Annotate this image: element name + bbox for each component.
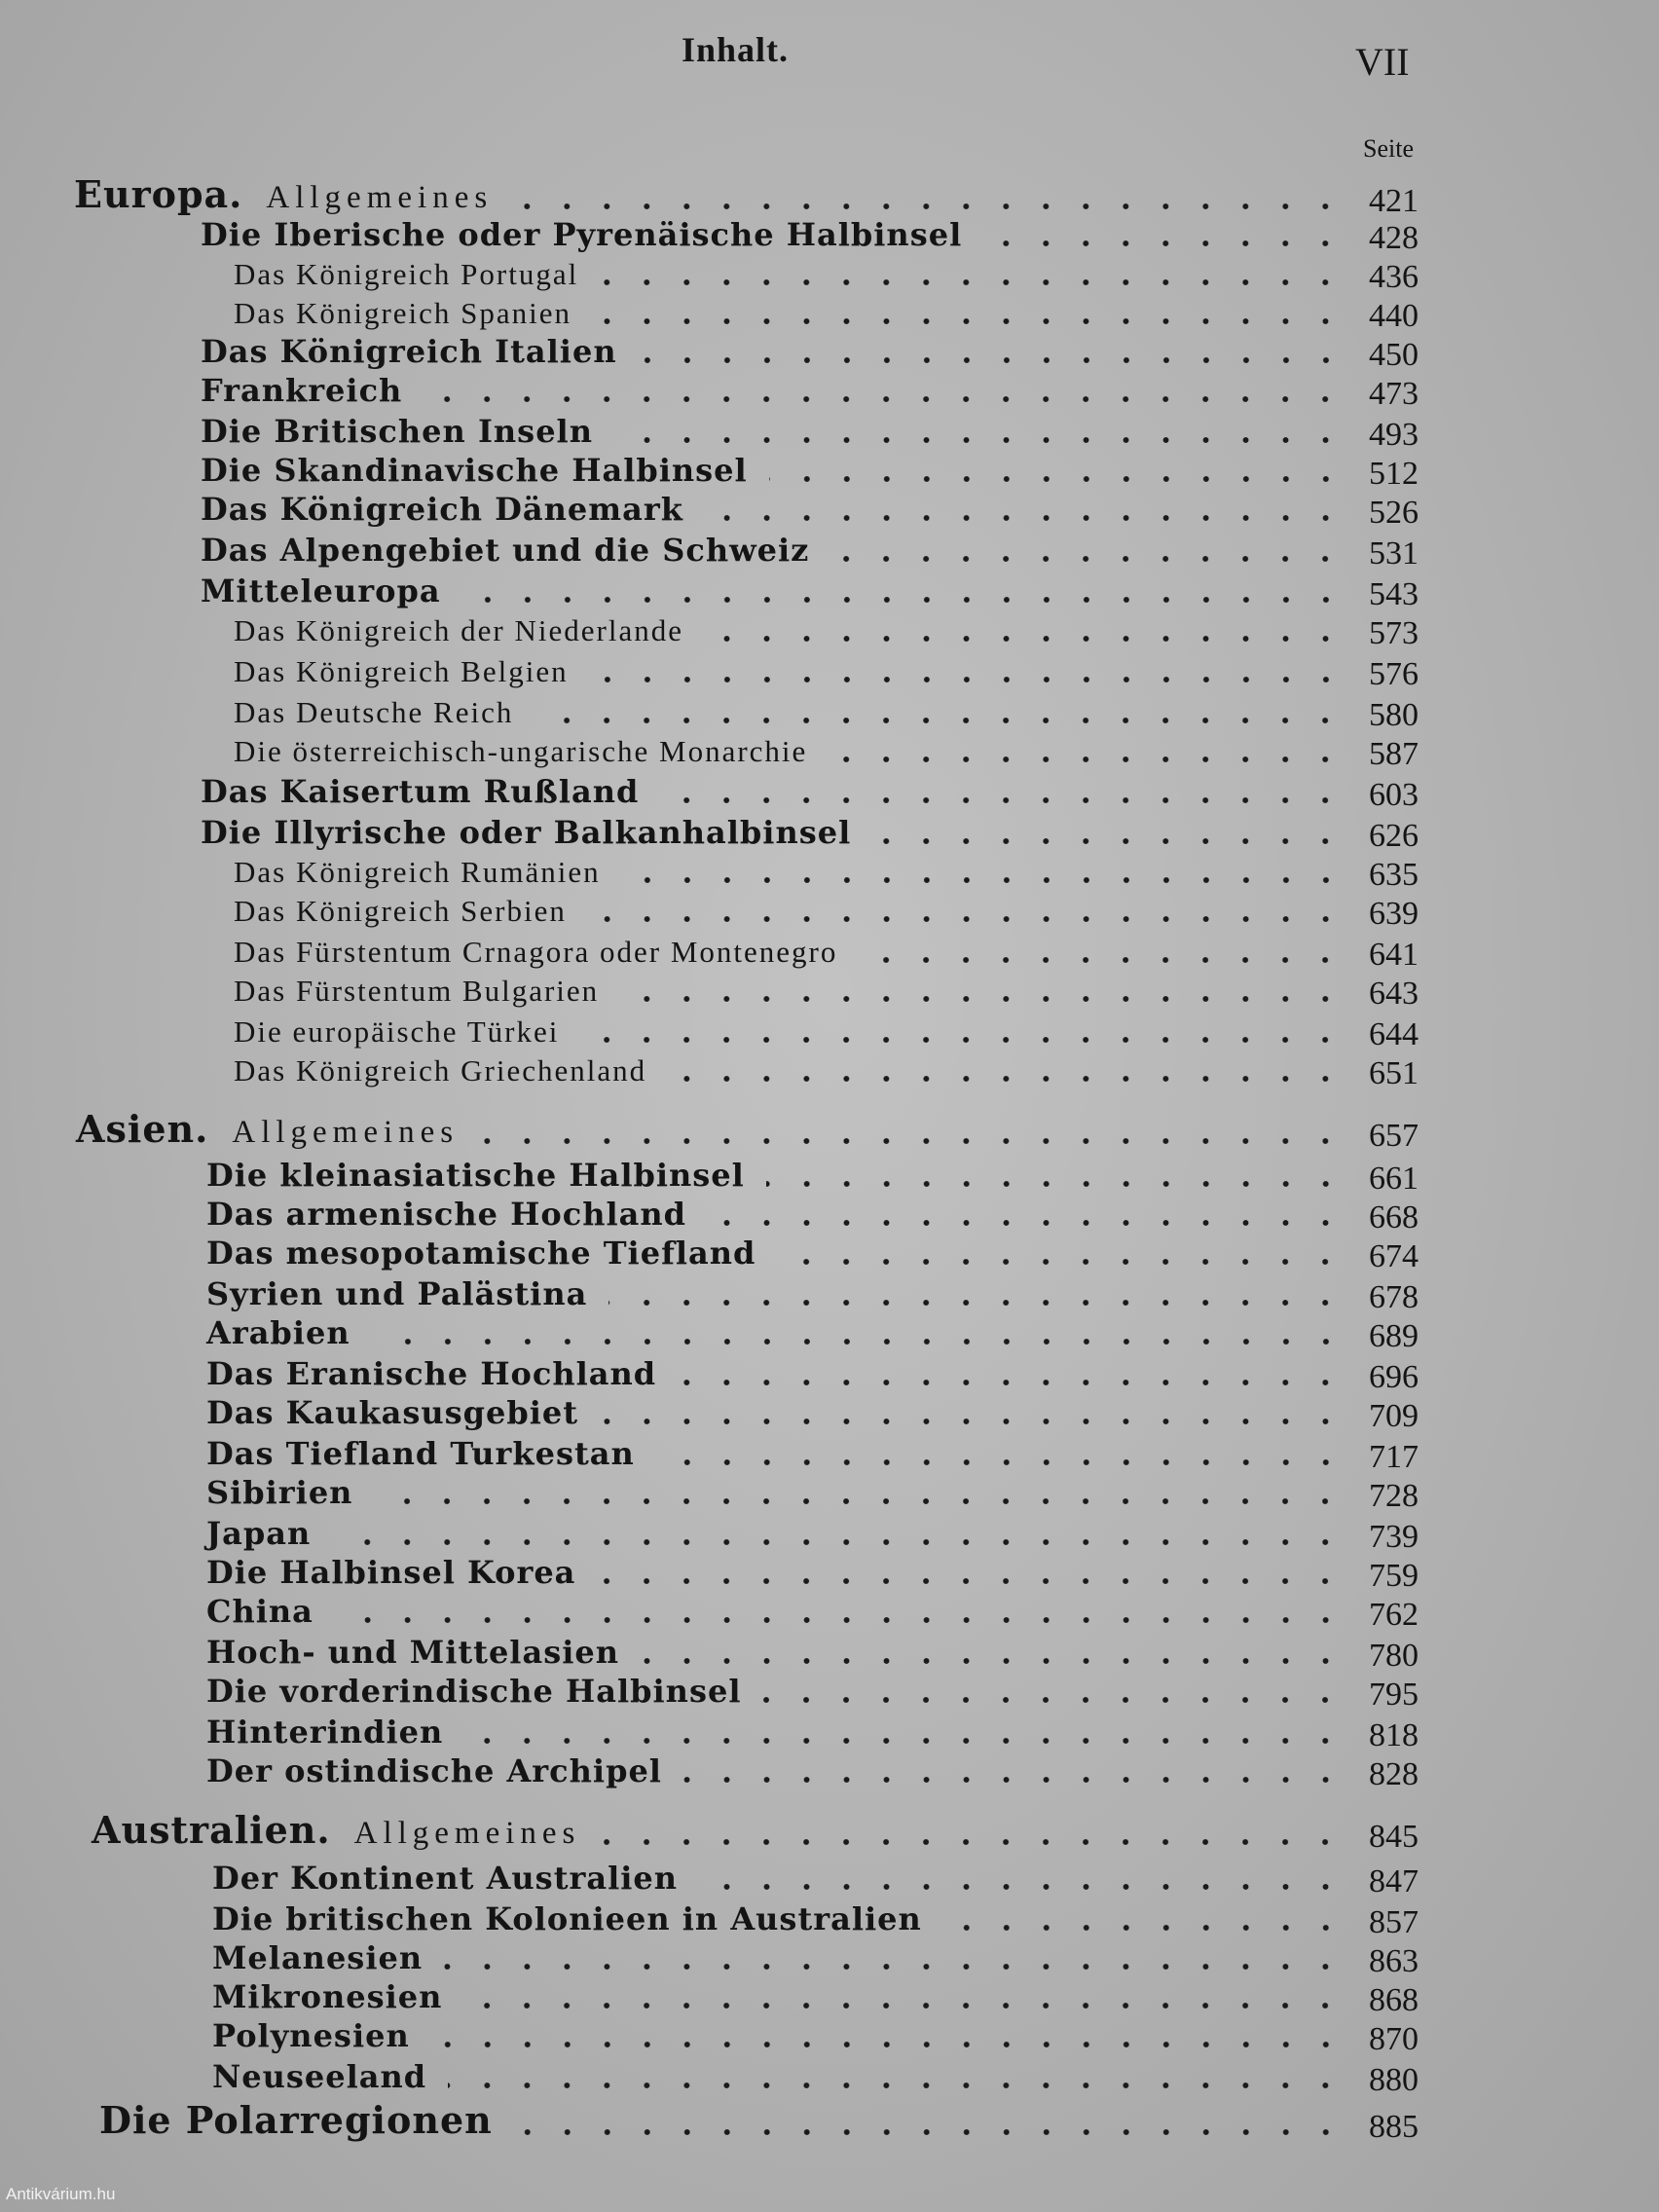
page-number: 668: [1369, 1199, 1419, 1235]
entry-title: Das Königreich Rumänien: [234, 855, 601, 889]
entry-title: Die österreichisch-ungarische Monarchie: [234, 734, 808, 768]
dot-leader: [480, 1137, 1346, 1145]
dot-leader: [830, 555, 1346, 563]
page-number: 493: [1369, 417, 1419, 453]
toc-entry: [0, 814, 1659, 857]
dot-leader: [622, 876, 1346, 884]
entry-title: China: [206, 1593, 313, 1630]
entry-title: Die vorderindische Halbinsel: [206, 1673, 742, 1710]
toc-entry: [0, 1714, 1659, 1756]
entry-title: Die Illyrische oder Balkanhalbinsel: [201, 814, 852, 851]
toc-entry: [0, 333, 1659, 376]
page-number: 526: [1369, 495, 1419, 531]
page-number: 828: [1369, 1756, 1419, 1792]
page-number: 863: [1369, 1943, 1419, 1979]
dot-leader: [431, 2041, 1346, 2048]
entry-title: Hinterindien: [206, 1714, 444, 1751]
page-number: 795: [1369, 1677, 1419, 1713]
section-heading: [0, 1808, 1659, 1858]
entry-title: Das Alpengebiet und die Schweiz: [201, 532, 810, 569]
dot-leader: [656, 1458, 1346, 1466]
toc-entry: [0, 532, 1659, 574]
toc-entry: [0, 857, 1659, 896]
page-number: 880: [1369, 2062, 1419, 2098]
page-number: 678: [1369, 1279, 1419, 1315]
dot-leader: [766, 1180, 1346, 1188]
page-number: 641: [1369, 937, 1419, 973]
entry-title: Das Kaukasusgebiet: [206, 1394, 579, 1431]
entry-title: Die Halbinsel Korea: [206, 1554, 576, 1591]
page-number: 762: [1369, 1597, 1419, 1633]
dot-leader: [859, 956, 1346, 964]
toc-entry: [0, 1593, 1659, 1636]
page-number: 473: [1369, 376, 1419, 412]
dot-leader: [641, 1657, 1346, 1665]
dot-leader: [983, 240, 1346, 247]
section-general: Allgemeines: [266, 180, 494, 215]
toc-entry: [0, 216, 1659, 259]
toc-entry: [0, 615, 1659, 654]
page-number: 450: [1369, 337, 1419, 373]
dot-leader: [708, 1219, 1346, 1227]
dot-leader: [590, 676, 1346, 683]
page-number: 643: [1369, 976, 1419, 1012]
page-number: 651: [1369, 1055, 1419, 1091]
dot-leader: [872, 837, 1346, 845]
toc-entry: [0, 298, 1659, 337]
section-title: Australien.: [92, 1808, 331, 1852]
toc-entry: [0, 1673, 1659, 1715]
dot-leader: [639, 356, 1346, 364]
entry-title: Das Königreich Dänemark: [201, 491, 683, 528]
entry-title: Das Tiefland Turkestan: [206, 1435, 635, 1472]
toc-entry: [0, 656, 1659, 695]
toc-entry: [0, 1314, 1659, 1357]
page-number: 870: [1369, 2021, 1419, 2057]
toc-entry: [0, 2058, 1659, 2101]
dot-leader: [829, 756, 1346, 763]
section-title: Die Polarregionen: [99, 2098, 493, 2142]
entry-title: Hoch- und Mittelasien: [206, 1634, 619, 1671]
page-number: 639: [1369, 896, 1419, 932]
dot-leader: [374, 1497, 1346, 1505]
toc-entry: [0, 1474, 1659, 1517]
toc-entry: [0, 1394, 1659, 1437]
page-folio: VII: [1355, 40, 1410, 84]
page-number: 759: [1369, 1558, 1419, 1594]
toc-entry: [0, 976, 1659, 1014]
entry-title: Das Fürstentum Crnagora oder Montenegro: [234, 935, 838, 969]
page-number: 644: [1369, 1016, 1419, 1052]
entry-title: Sibirien: [206, 1474, 353, 1511]
page-number: 780: [1369, 1638, 1419, 1674]
dot-leader: [600, 1418, 1346, 1425]
dot-leader: [424, 395, 1346, 403]
page-number: 428: [1369, 220, 1419, 256]
page-number: 717: [1369, 1439, 1419, 1475]
entry-title: Arabien: [206, 1314, 350, 1351]
dot-leader: [332, 1538, 1346, 1546]
dot-leader: [514, 203, 1346, 210]
toc-entry: [0, 1157, 1659, 1199]
entry-title: Japan: [206, 1515, 312, 1552]
dot-leader: [335, 1616, 1346, 1624]
page-number: 543: [1369, 576, 1419, 612]
entry-title: Das Königreich Serbien: [234, 894, 567, 928]
page-number: 440: [1369, 298, 1419, 334]
dot-leader: [444, 1963, 1346, 1971]
dot-leader: [769, 475, 1346, 483]
page-number: 436: [1369, 259, 1419, 295]
entry-title: Das mesopotamische Tiefland: [206, 1235, 756, 1272]
toc-entry: [0, 1435, 1659, 1478]
page-number: 868: [1369, 1982, 1419, 2018]
toc-entry: [0, 259, 1659, 298]
page-number: 603: [1369, 777, 1419, 813]
page-number: 696: [1369, 1359, 1419, 1395]
entry-title: Das Königreich der Niederlande: [234, 613, 683, 647]
entry-title: Die britischen Kolonieen in Australien: [212, 1900, 922, 1937]
toc-entry: [0, 1554, 1659, 1597]
dot-leader: [602, 1838, 1346, 1846]
dot-leader: [762, 1696, 1346, 1704]
dot-leader: [514, 2128, 1346, 2136]
dot-leader: [600, 278, 1346, 286]
section-heading: [0, 2098, 1659, 2148]
toc-entry: [0, 572, 1659, 615]
entry-title: Syrien und Palästina: [206, 1275, 588, 1312]
page-number: 818: [1369, 1717, 1419, 1753]
page-number: 573: [1369, 615, 1419, 651]
entry-title: Das armenische Hochland: [206, 1196, 686, 1233]
toc-entry: [0, 491, 1659, 534]
page-number: 661: [1369, 1161, 1419, 1197]
page-number: 657: [1369, 1118, 1419, 1154]
watermark: Antikvárium.hu: [6, 2185, 116, 2203]
page-number: 709: [1369, 1398, 1419, 1434]
dot-leader: [620, 995, 1346, 1003]
page-number: 580: [1369, 697, 1419, 733]
dot-leader: [372, 1338, 1346, 1346]
page-number: 674: [1369, 1238, 1419, 1274]
page-number: 739: [1369, 1519, 1419, 1555]
dot-leader: [705, 514, 1346, 522]
dot-leader: [463, 2002, 1346, 2009]
entry-title: Die europäische Türkei: [234, 1014, 560, 1049]
entry-title: Neuseeland: [212, 2058, 427, 2095]
toc-entry: [0, 372, 1659, 415]
toc-entry: [0, 2017, 1659, 2060]
section-title: Asien.: [76, 1107, 209, 1151]
page-number: 689: [1369, 1318, 1419, 1354]
toc-entry: [0, 1016, 1659, 1055]
toc-entry: [0, 1900, 1659, 1943]
page-number: 885: [1369, 2109, 1419, 2145]
page-column-label: Seite: [1363, 134, 1414, 163]
toc-entry: [0, 1752, 1659, 1795]
entry-title: Die Skandinavische Halbinsel: [201, 452, 748, 489]
entry-title: Das Fürstentum Bulgarien: [234, 974, 600, 1008]
dot-leader: [597, 1577, 1346, 1585]
dot-leader: [668, 1075, 1346, 1083]
toc-entry: [0, 452, 1659, 495]
toc-entry: [0, 1860, 1659, 1902]
entry-title: Das Königreich Italien: [201, 333, 617, 370]
running-head: Inhalt.: [682, 30, 790, 69]
toc-entry: [0, 1275, 1659, 1318]
toc-entry: [0, 413, 1659, 456]
page-number: 728: [1369, 1478, 1419, 1514]
toc-entry: [0, 1055, 1659, 1094]
dot-leader: [462, 596, 1346, 604]
toc-entry: [0, 736, 1659, 775]
toc-entry: [0, 1978, 1659, 2021]
entry-title: Das Königreich Spanien: [234, 296, 572, 330]
page-number: 421: [1369, 183, 1419, 219]
page-number: 512: [1369, 456, 1419, 492]
section-heading: [0, 1107, 1659, 1157]
section-general: Allgemeines: [232, 1115, 460, 1150]
entry-title: Das Königreich Griechenland: [234, 1053, 647, 1088]
dot-leader: [608, 1299, 1346, 1307]
entry-title: Das Eranische Hochland: [206, 1355, 657, 1392]
toc-entry: [0, 1355, 1659, 1398]
dot-leader: [660, 796, 1346, 804]
toc-entry: [0, 1235, 1659, 1277]
toc-entry: [0, 896, 1659, 935]
dot-leader: [464, 1737, 1346, 1745]
section-general: Allgemeines: [353, 1816, 581, 1851]
entry-title: Die Britischen Inseln: [201, 413, 593, 450]
page-number: 531: [1369, 535, 1419, 571]
dot-leader: [943, 1924, 1346, 1932]
toc-entry: [0, 773, 1659, 816]
entry-title: Melanesien: [212, 1939, 424, 1976]
dot-leader: [683, 1776, 1346, 1784]
page-number: 626: [1369, 818, 1419, 854]
entry-title: Der ostindische Archipel: [206, 1752, 662, 1789]
toc-entry: [0, 1515, 1659, 1558]
section-title: Europa.: [74, 172, 243, 216]
toc-entry: [0, 1634, 1659, 1677]
dot-leader: [678, 1379, 1346, 1386]
dot-leader: [580, 1036, 1346, 1044]
dot-leader: [777, 1258, 1346, 1266]
toc-entry: [0, 697, 1659, 736]
dot-leader: [705, 635, 1346, 643]
entry-title: Die Iberische oder Pyrenäische Halbinsel: [201, 216, 963, 253]
entry-title: Die kleinasiatische Halbinsel: [206, 1157, 745, 1194]
toc-entry: [0, 1196, 1659, 1238]
page-number: 847: [1369, 1863, 1419, 1899]
page-number: 576: [1369, 656, 1419, 692]
page-number: 845: [1369, 1819, 1419, 1855]
toc-entry: [0, 937, 1659, 976]
entry-title: Frankreich: [201, 372, 403, 409]
toc-entry: [0, 1939, 1659, 1982]
page-number: 635: [1369, 857, 1419, 893]
entry-title: Das Deutsche Reich: [234, 695, 514, 729]
dot-leader: [593, 317, 1346, 325]
page-number: 857: [1369, 1904, 1419, 1940]
dot-leader: [448, 2082, 1346, 2089]
dot-leader: [614, 436, 1346, 444]
page-number: 587: [1369, 736, 1419, 772]
entry-title: Das Königreich Belgien: [234, 654, 569, 688]
entry-title: Polynesien: [212, 2017, 410, 2054]
entry-title: Das Kaisertum Rußland: [201, 773, 640, 810]
dot-leader: [535, 717, 1346, 724]
dot-leader: [588, 915, 1346, 923]
entry-title: Das Königreich Portugal: [234, 257, 579, 291]
entry-title: Mitteleuropa: [201, 572, 441, 609]
dot-leader: [699, 1883, 1346, 1891]
entry-title: Der Kontinent Australien: [212, 1860, 678, 1897]
entry-title: Mikronesien: [212, 1978, 443, 2015]
